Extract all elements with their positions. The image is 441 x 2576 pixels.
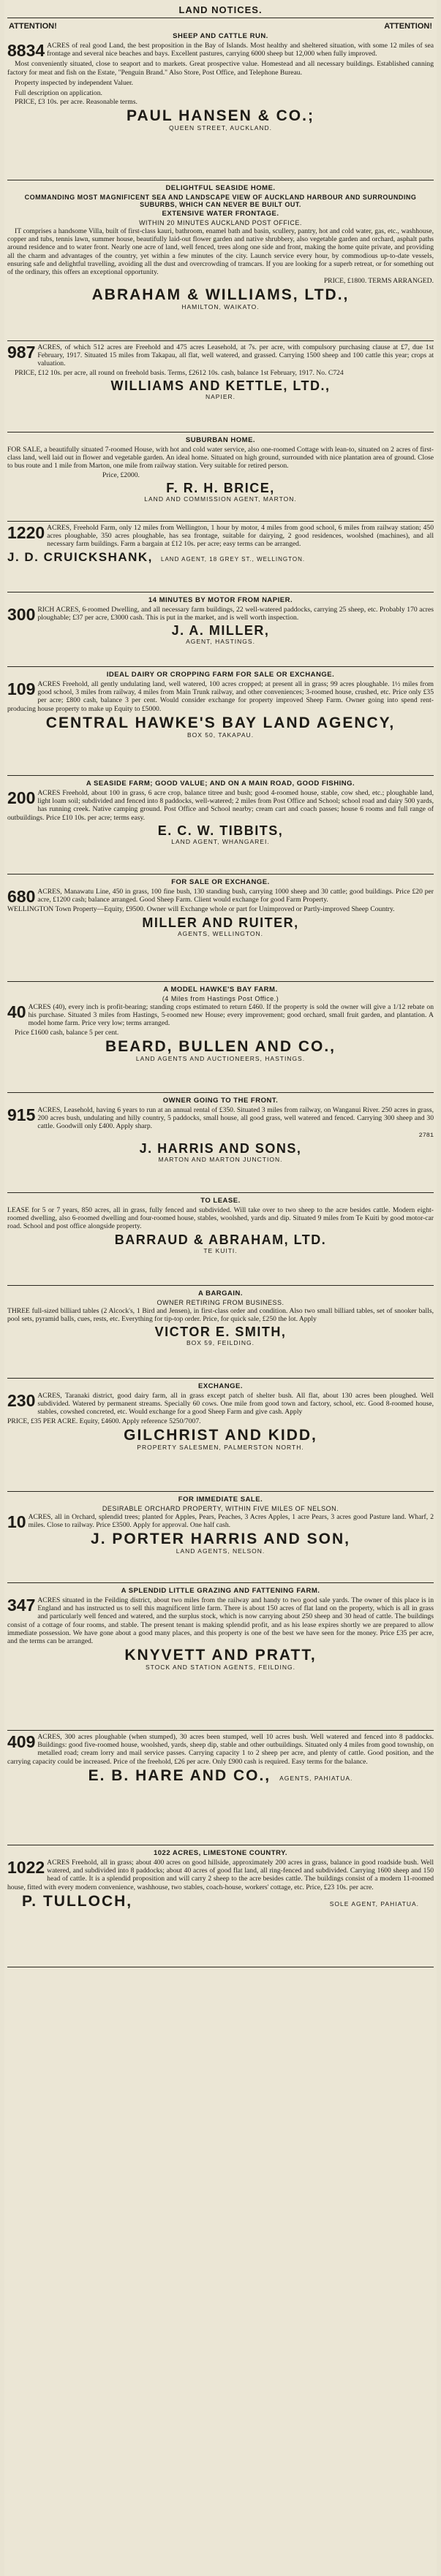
ad-body — [7, 888, 434, 904]
acreage-number: 1022 — [7, 1858, 45, 1877]
ad-body-text: ACRES Freehold, about 100 in grass, 6 acre crop, balance titree and bush; good 4-roomed house, stable, cow shed, etc.; ploughable land, light loam soil; subdivided and fenced into 8 paddocks, well-watered; 2 miles from Post Office and School; school road and dairy 500 yards, has running creek. Native camping ground. Post Office and School nearby; cream cart and coach passes; house 6 rooms and full range of outbuildings. Price £10 10s. per acre; terms easy. — [7, 789, 434, 822]
ad-body — [7, 1003, 434, 1028]
ad-body-text: ACRES, Manawatu Line, 450 in grass, 100 fine bush, 130 standing bush, carrying 1000 sheep and 30 cattle; good buildings. Price £20 per acre, £1200 cash; balance arranged. Good Sheep Farm. Client would exchange for good Farm Property. — [37, 888, 434, 904]
ad-subheading: DESIRABLE ORCHARD PROPERTY, WITHIN FIVE MILES OF NELSON. — [102, 1505, 339, 1512]
ad-subheading: OWNER RETIRING FROM BUSINESS. — [157, 1299, 284, 1306]
ad-rule — [7, 1582, 434, 1583]
ad-price: PRICE, £1800. TERMS ARRANGED. — [323, 277, 434, 286]
firm-name: J. HARRIS AND SONS, — [139, 1140, 302, 1156]
ad-price: PRICE, £3 10s. per acre. Reasonable terms. — [15, 98, 137, 107]
acreage-number: 230 — [7, 1391, 36, 1410]
ad-porter-harris — [7, 1494, 434, 1580]
firm-address: AGENTS, PAHIATUA. — [279, 1774, 353, 1782]
ad-rule — [7, 775, 434, 776]
firm-name: WILLIAMS AND KETTLE, LTD., — [110, 378, 331, 393]
firm-name: J. D. CRUICKSHANK, — [7, 549, 153, 564]
ad-williams-kettle — [7, 343, 434, 430]
ad-rule — [7, 1192, 434, 1193]
ad-body-text: RICH ACRES, 6-roomed Dwelling, and all necessary farm buildings, 22 well-watered paddocks, carrying 25 sheep, etc. Probably 170 acres ploughable; £37 per acre, £3000 cash. This is put in the market, and is well worth inspection. — [37, 606, 434, 622]
firm-name: VICTOR E. SMITH, — [154, 1325, 287, 1340]
ad-harris-sons — [7, 1095, 434, 1190]
firm-line — [7, 1891, 434, 1910]
ad-subheading: A SPLENDID LITTLE GRAZING AND FATTENING FARM. — [121, 1587, 320, 1595]
ad-victor-smith — [7, 1288, 434, 1376]
firm-name: CENTRAL HAWKE'S BAY LAND AGENCY, — [45, 714, 396, 731]
firm-address: LAND AGENTS, NELSON. — [176, 1547, 265, 1555]
ad-subheading: 1022 ACRES, LIMESTONE COUNTRY. — [153, 1849, 288, 1857]
firm-name: BARRAUD & ABRAHAM, LTD. — [114, 1232, 327, 1247]
ad-body-text: ACRES, all in Orchard, splendid trees; planted for Apples, Pears, Peaches, 3 Acres Apples, 1 acre Pears, 3 acres good Pasture land. Wharf, 2 miles. Close to railway. Price £3500. Apply for approval. One half cash. — [28, 1513, 434, 1530]
ad-central-hawkes-bay — [7, 669, 434, 773]
ad-subheading: (4 Miles from Hastings Post Office.) — [162, 995, 279, 1002]
ad-body-text: ACRES, of which 512 acres are Freehold and 475 acres Leasehold, at 7s. per acre, with compulsory purchasing clause at £7, due 1st February, 1917. Situated 15 miles from Takapau, all flat, well watered, and grassed. Carrying 1500 sheep and 100 cattle this year; crops at valuation. — [37, 343, 434, 368]
firm-name: E. B. HARE AND CO., — [88, 1767, 271, 1784]
ad-rule — [7, 1730, 434, 1731]
ad-body-text: ACRES, Taranaki district, good dairy farm, all in grass except patch of shelter bush. All flat, about 130 acres been ploughed. Well subdivided. Watered by permanent streams. Specially 60 cows. One mile from good town and factory, school, etc. Good 8-roomed house, stables, cowshed concreted, etc. Would exchange for a good Sheep Farm and give cash. Apply — [37, 1392, 434, 1417]
firm-address: MARTON AND MARTON JUNCTION. — [158, 1155, 283, 1163]
firm-address: LAND AGENT, 18 GREY ST., WELLINGTON. — [161, 555, 306, 563]
ad-body — [7, 1859, 434, 1891]
ad-body-text: ACRES Freehold, all in grass; about 400 acres on good hillside, approximately 200 acres in grass, balance in good roadside bush. Well watered, and subdivided into 8 paddocks; about 40 acres of good flat land, all ring-fenced and subdivided. Carrying 1600 sheep and 150 head of cattle. It is a splendid proposition and will carry 2 sheep to the acre besides cattle. The buildings consist of a modern 11-roomed house, fitted with every modern convenience, washhouse, two stables, coach-house, workers' cottage, etc. Price, £23 10s. per acre. — [7, 1859, 434, 1891]
firm-address: PROPERTY SALESMEN, PALMERSTON NORTH. — [137, 1443, 304, 1451]
ad-rule — [7, 666, 434, 667]
ad-paul-hansen — [7, 22, 434, 178]
ad-subheading: WITHIN 20 MINUTES AUCKLAND POST OFFICE. — [139, 219, 302, 226]
ad-subheading: COMMANDING MOST MAGNIFICENT SEA AND LANDSCAPE VIEW OF AUCKLAND HARBOUR AND SURROUNDING SUBURBS, WHICH CAN NEVER BE BUILT OUT. — [24, 194, 417, 208]
ad-price: PRICE, £35 PER ACRE. Equity, £4600. Apply reference 5250/7007. — [7, 1417, 201, 1425]
acreage-number: 200 — [7, 788, 36, 807]
acreage-number: 8834 — [7, 41, 45, 60]
ad-subheading: SHEEP AND CATTLE RUN. — [173, 32, 268, 40]
ad-eb-hare — [7, 1733, 434, 1843]
ad-price: PRICE, £12 10s. per acre, all round on freehold basis. Terms, £2612 10s. cash, balance 1st February, 1917. No. C724 — [15, 368, 344, 377]
ad-body-paragraph: Full description on application. — [15, 89, 102, 98]
ad-body — [7, 42, 434, 58]
newspaper-column — [4, 0, 437, 2576]
ad-body-text: ACRES Freehold, all gently undulating land, well watered, 100 acres cropped; at present all in grass; 99 acres ploughable. 1½ miles from good school, 3 miles from railway, 4 miles from Main Trunk railway, and other conveniences; 3-roomed house, crushed, etc. Price only £35 per acre; £800 cash, balance 3 per cent. Would consider exchange for property improved Sheep Farm. Owner going into spend rent-producing house property to make up Equity to £5000. — [7, 680, 434, 713]
ad-abraham-williams — [7, 183, 434, 338]
firm-name: PAUL HANSEN & CO.; — [127, 107, 314, 125]
ad-body: FOR SALE, a beautifully situated 7-roomed House, with hot and cold water service, also one-roomed Cottage with lean-to, situated on 2 acres of first-class land, well laid out in flower and vegetable garden. An ideal home. Situated on high ground, surrounded with nice plantation area of ground. Close to bus route and 1 mile from Marton, one mile from railway station. Very suitable for retired person. — [7, 446, 434, 470]
ad-price: Price £1600 cash, balance 5 per cent. — [15, 1028, 119, 1037]
ad-knyvett-pratt — [7, 1585, 434, 1728]
acreage-number: 987 — [7, 343, 36, 362]
firm-name: BEARD, BULLEN AND CO., — [105, 1037, 336, 1055]
ad-subheading: OWNER GOING TO THE FRONT. — [162, 1097, 279, 1105]
ad-beard-bullen — [7, 984, 434, 1090]
acreage-number: 680 — [7, 887, 36, 906]
firm-name: F. R. H. BRICE, — [166, 480, 275, 495]
firm-address: AGENT, HASTINGS. — [186, 638, 255, 646]
firm-name: E. C. W. TIBBITS, — [157, 823, 284, 838]
ad-price: Price, £2000. — [102, 470, 140, 479]
firm-address: BOX 50, TAKAPAU. — [186, 731, 255, 739]
ad-body-text: ACRES, 300 acres ploughable (when stumped), 30 acres been stumped, well 10 acres bush. Well watered and fenced into 8 paddocks. Buildings: good five-roomed house, woolshed, yards, sheep dip, stable and other outbuildings. Situated only 4 miles from good township, on metalled road; cream lorry and mail service passes. Carrying capacity 1 to 2 sheep per acre, and plenty of cattle. Good position, and the carrying capacity could be increased. Price of the freehold, £26 per acre. Only £900 cash is required. Easy terms for the balance. — [7, 1733, 434, 1766]
firm-address: LAND AGENT, WHANGAREI. — [171, 837, 270, 845]
firm-name: GILCHRIST AND KIDD, — [124, 1426, 317, 1444]
ad-subheading: A MODEL HAWKE'S BAY FARM. — [163, 986, 278, 994]
ad-subheading: EXTENSIVE WATER FRONTAGE. — [162, 210, 279, 218]
ad-body — [7, 1733, 434, 1766]
acreage-number: 1220 — [7, 524, 45, 542]
ad-brice — [7, 435, 434, 519]
acreage-number: 109 — [7, 679, 36, 698]
firm-address: NAPIER. — [205, 392, 235, 400]
ad-body: IT comprises a handsome Villa, built of first-class kauri, bathroom, enamel bath and basin, scullery, pantry, hot and cold water, gas, etc., washhouse, copper and tubs, tennis lawn, summer house, beautifully laid-out flower garden and native shrubbery, also vegetable garden and orchard, asphalt paths around residence and to water front. Nearly one acre of land, well fenced, trees along one side and front, making the home quite private, and providing all the charm and advantages of the country, yet within a few minutes of the city. Launch service every hour, by commodious up-to-date vessels, ensuring safe and delightful travelling, avoiding all the dust and overcrowding of tramcars. If you are looking for a superb retreat, or for something out of the ordinary, this offers an exceptional opportunity. — [7, 227, 434, 277]
ad-rule — [7, 521, 434, 522]
ad-body — [7, 680, 434, 713]
ad-tibbits — [7, 778, 434, 872]
acreage-number: 40 — [7, 1002, 26, 1021]
firm-address: LAND AND COMMISSION AGENT, MARTON. — [144, 495, 297, 503]
firm-name: J. A. MILLER, — [171, 623, 270, 639]
ad-body-paragraph: WELLINGTON Town Property—Equity, £9500. Owner will Exchange whole or part for Unimproved or Partly-improved Sheep Country. — [7, 905, 395, 914]
ad-subheading: A SEASIDE FARM; GOOD VALUE; AND ON A MAIN ROAD, GOOD FISHING. — [86, 780, 355, 788]
firm-name: KNYVETT AND PRATT, — [124, 1647, 317, 1664]
firm-address: LAND AGENTS AND AUCTIONEERS, HASTINGS. — [135, 1054, 306, 1062]
attention-right: ATTENTION! — [384, 22, 432, 31]
ad-tulloch — [7, 1848, 434, 1965]
ad-body — [7, 1392, 434, 1417]
ad-body — [7, 606, 434, 622]
firm-address: AGENTS, WELLINGTON. — [177, 929, 264, 937]
firm-name: MILLER AND RUITER, — [142, 915, 299, 930]
ad-subheading: IDEAL DAIRY OR CROPPING FARM FOR SALE OR EXCHANGE. — [106, 671, 335, 679]
firm-name: ABRAHAM & WILLIAMS, LTD., — [91, 286, 350, 304]
ad-cruickshank — [7, 524, 434, 590]
firm-name: J. PORTER HARRIS AND SON, — [91, 1531, 350, 1548]
ad-reference: 2781 — [418, 1131, 434, 1139]
acreage-number: 347 — [7, 1596, 36, 1615]
firm-line — [7, 1766, 434, 1784]
ad-body-paragraph: Property inspected by independent Valuer. — [15, 78, 134, 87]
ad-subheading: TO LEASE. — [200, 1197, 241, 1205]
ad-subheading: FOR IMMEDIATE SALE. — [178, 1495, 263, 1504]
ad-body-text: ACRES (40), every inch is profit-bearing; standing crops estimated to return £460. If the property is sold the owner will give a 1/12 rebate on his purchase. Situated 3 miles from Hastings, 5-roomed new House; every improvement; good orchard, small fruit garden, and plantation. A model home farm. Price very low; terms arranged. — [28, 1003, 434, 1028]
attention-left: ATTENTION! — [9, 22, 57, 31]
acreage-number: 300 — [7, 605, 36, 624]
firm-address: HAMILTON, WAIKATO. — [181, 303, 260, 311]
ad-miller-ruiter — [7, 877, 434, 979]
firm-address: BOX 59, FEILDING. — [186, 1339, 255, 1347]
firm-name: P. TULLOCH, — [22, 1892, 133, 1910]
ad-gilchrist-kidd — [7, 1381, 434, 1489]
ad-barraud-abraham — [7, 1195, 434, 1283]
ad-body: LEASE for 5 or 7 years, 850 acres, all in grass, fully fenced and subdivided. Will take over to two sheep to the acre besides cattle. Modern eight-roomed dwelling, also 6-roomed dwelling and four-roomed house, stables, woolshed, yards and dip. Situated 9 miles from Te Kuiti by good motor-car road. School and post office alongside property. — [7, 1206, 434, 1231]
ad-rule — [7, 1092, 434, 1093]
ad-subheading: A BARGAIN. — [197, 1289, 244, 1297]
ad-rule — [7, 1285, 434, 1286]
attention-row — [7, 22, 434, 31]
page-heading: LAND NOTICES. — [178, 4, 263, 15]
ad-body-paragraph: Most conveniently situated, close to seaport and to markets. Great prospective value. Homestead and all necessary buildings. Established canning factory for meat and fish on the Estate, "Penguin Brand." Also Store, Post Office, and Telephone Bureau. — [7, 60, 434, 77]
ad-miller — [7, 595, 434, 664]
ad-rule — [7, 981, 434, 982]
firm-address: QUEEN STREET, AUCKLAND. — [168, 124, 273, 132]
ad-body-text: ACRES, Freehold Farm, only 12 miles from Wellington, 1 hour by motor, 4 miles from good school, 6 miles from railway station; 450 acres ploughable, 350 acres ploughable, has sea frontage, suitable for dairying, 2 good residences, woolshed (machines), and all necessary farm buildings. Farm a bargain at £12 10s. per acre; easy terms can be arranged. — [47, 524, 434, 549]
ad-body — [7, 1106, 434, 1131]
acreage-number: 10 — [7, 1512, 26, 1531]
ad-body: THREE full-sized billiard tables (2 Alcock's, 1 Bird and Jensen), in first-class order and condition. Also two small billiard tables, set of snooker balls, pool sets, pyramid balls, cues, rests, etc. Everything for tip-top order. Price, for quick sale, £250 the lot. Apply — [7, 1307, 434, 1324]
ad-subheading: 14 MINUTES BY MOTOR FROM NAPIER. — [148, 596, 293, 604]
ad-body — [7, 1513, 434, 1529]
ad-body-text: ACRES, Leasehold, having 6 years to run at an annual rental of £350. Situated 3 miles from railway, on Wanganui River. 250 acres in grass, 200 acres bush, undulating and hilly country, 5 paddocks, small house, all good grass, well watered and fenced. Carrying 300 sheep and 30 cattle. Goodwill only £400. Apply sharp. — [37, 1106, 434, 1131]
acreage-number: 409 — [7, 1733, 36, 1751]
ad-body-text: ACRES situated in the Feilding district, about two miles from the railway and handy to two good sale yards. The owner of this place is in England and has instructed us to sell this magnificent little farm. There is about 150 acres of flat land on the property, which is all in grass and particularly well fenced and watered, and the surplus stock, which is now carrying about 250 sheep and 30 head of cattle. The buildings consist of a cottage of four rooms, and stable. The present tenant is making splendid profit, and as his lease expires shortly we are prepared to allow immediate possession. We have gone about a good many places, and this property is one of the best we have seen for the money. Price £35 per acre, and the terms can be arranged. — [7, 1596, 434, 1646]
ad-subheading: FOR SALE OR EXCHANGE. — [171, 878, 270, 886]
ad-rule — [7, 1378, 434, 1379]
ad-body — [7, 343, 434, 368]
firm-address: SOLE AGENT, PAHIATUA. — [329, 1899, 419, 1908]
firm-address: TE KUITI. — [203, 1246, 238, 1254]
ad-subheading: SUBURBAN HOME. — [185, 436, 256, 444]
ad-body-text: ACRES of real good Land, the best proposition in the Bay of Islands. Most healthy and sheltered situation, with some 12 miles of sea frontage and several nice beaches and bays. Excellent pastures, carrying 6000 sheep but 12,000 when fully improved. — [47, 42, 434, 58]
ad-body — [7, 1596, 434, 1645]
ad-subheading: DELIGHTFUL SEASIDE HOME. — [165, 184, 276, 192]
ad-rule — [7, 1491, 434, 1492]
ad-body — [7, 789, 434, 822]
ad-body — [7, 524, 434, 549]
ad-rule — [7, 340, 434, 341]
ad-subheading: EXCHANGE. — [198, 1382, 243, 1390]
acreage-number: 915 — [7, 1105, 36, 1124]
firm-address: STOCK AND STATION AGENTS, FEILDING. — [145, 1664, 296, 1672]
